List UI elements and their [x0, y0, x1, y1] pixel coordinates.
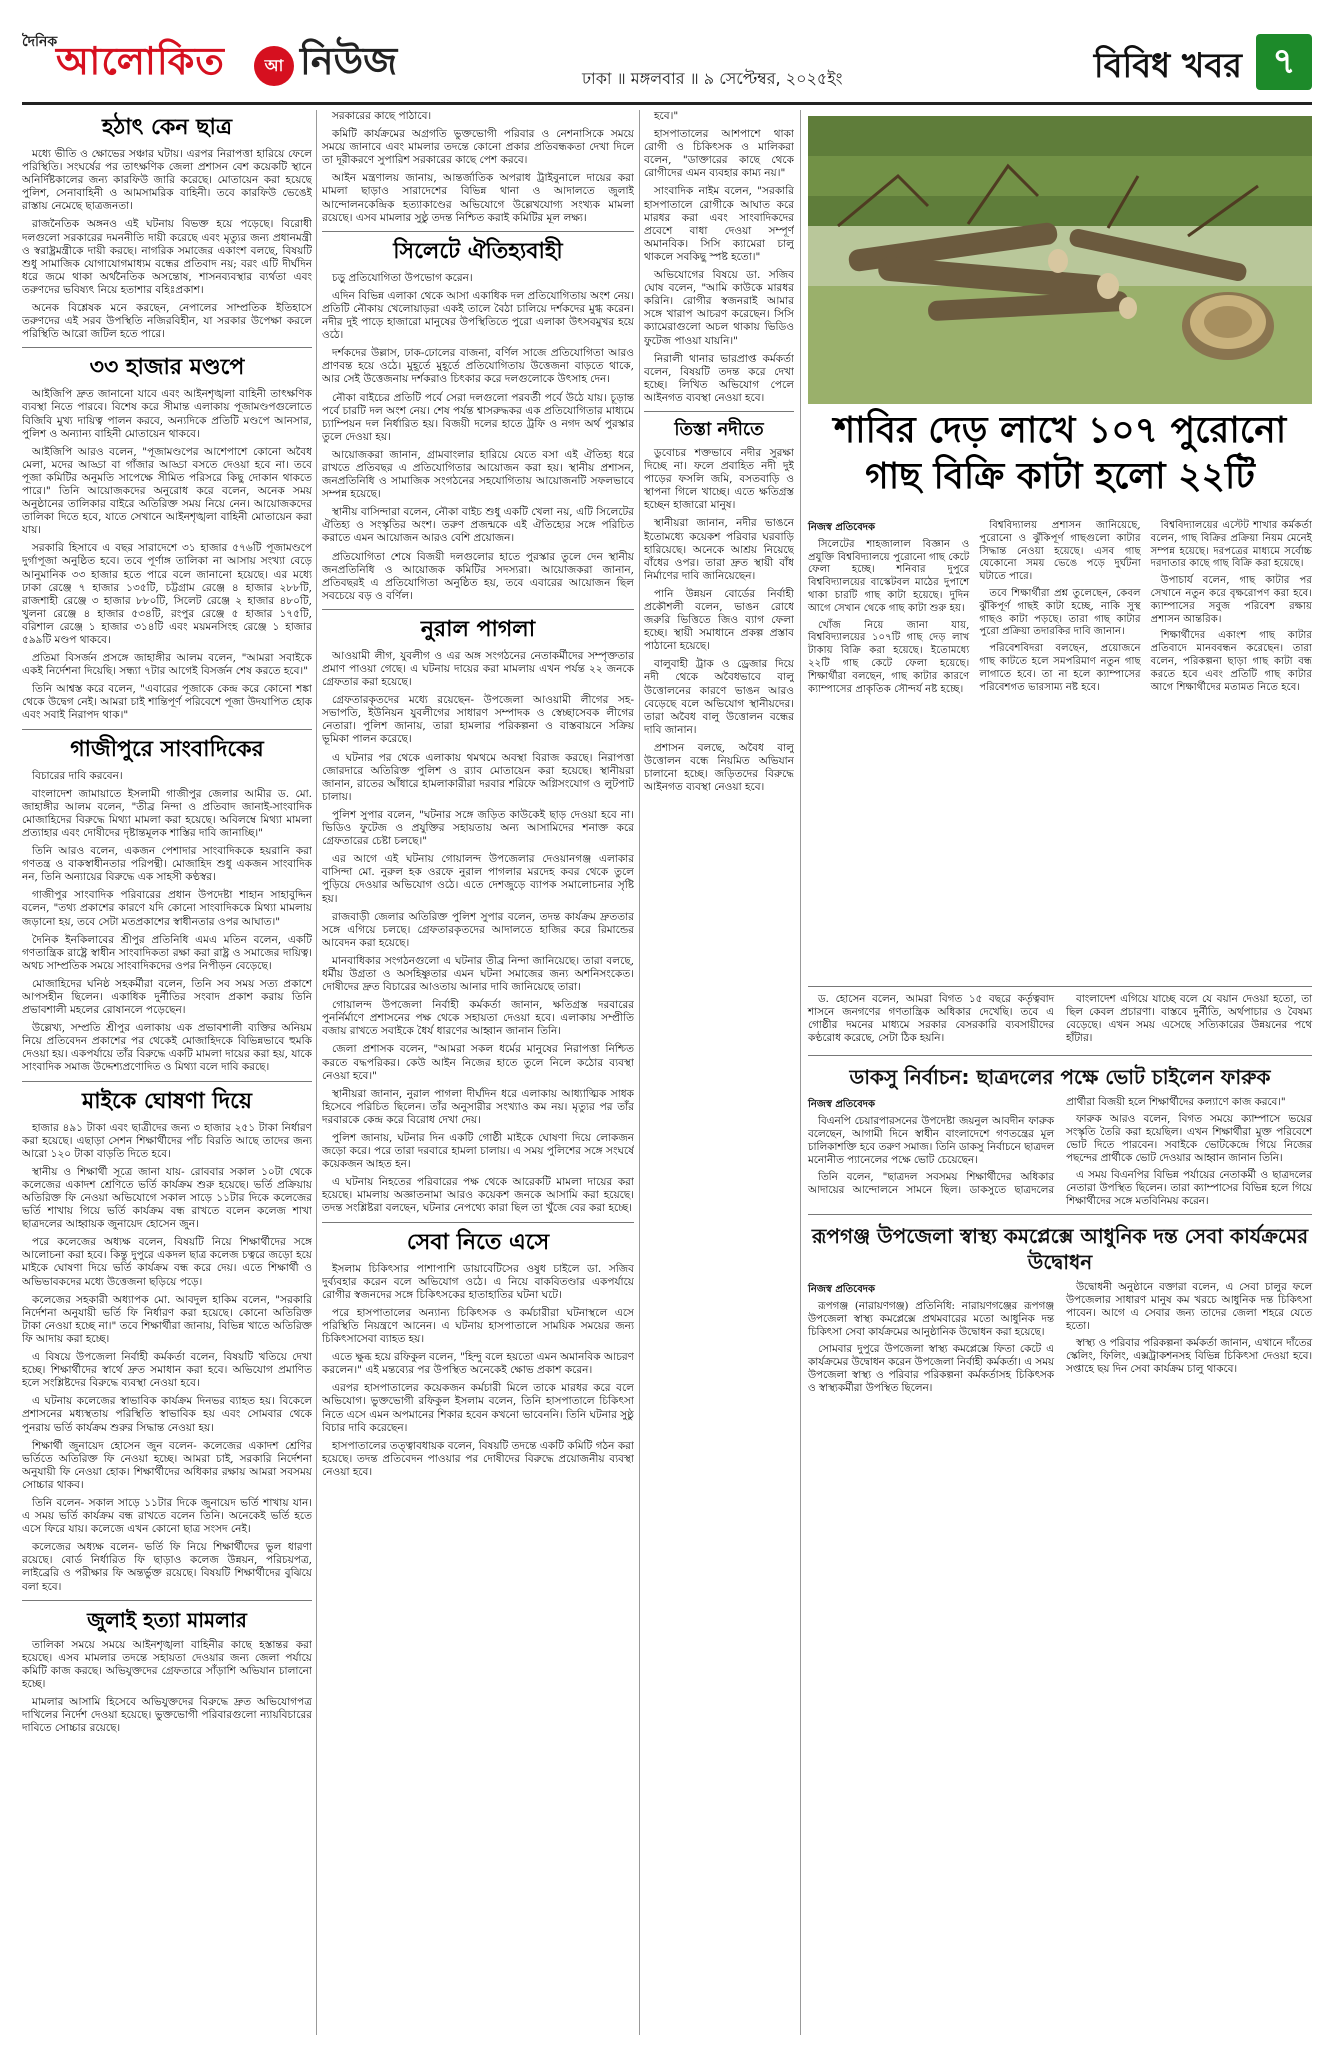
- dakusu-article: [808, 1096, 1312, 1208]
- paragraph: গ্রেফতারকৃতদের মধ্যে রয়েছেন- উপজেলা আওয়ামী লীগের সহ-সভাপতি, ইউনিয়ন যুবলীগের সাধারণ সম্পাদক ও স্বেচ্ছাসেবক লীগের নেতারা। পুলিশ জানায়, তারা হামলার পরিকল্পনা ও বাস্তবায়নে সক্রিয় ভূমিকা পালন করেছে।: [322, 694, 634, 746]
- paragraph: স্থানীয় বাসিন্দারা বলেন, নৌকা বাইচ শুধু একটি খেলা নয়, এটি সিলেটের ঐতিহ্য ও সংস্কৃতির অংশ। তরুণ প্রজন্মকে এই ঐতিহ্যের সঙ্গে পরিচিত করাতে এমন আয়োজন আরও বেশি প্রয়োজন।: [322, 506, 634, 545]
- paragraph: এ ঘটনায় কলেজের স্বাভাবিক কার্যক্রম দিনভর ব্যাহত হয়। বিকেলে প্রশাসনের মধ্যস্থতায় পরিস্থিতি স্বাভাবিক হয় এবং সোমবার থেকে পুনরায় ভর্তি কার্যক্রম শুরুর সিদ্ধান্ত নেওয়া হয়।: [22, 1395, 312, 1434]
- brand-name-news: নিউজ: [300, 39, 398, 83]
- rupganj-article: [808, 1281, 1312, 1395]
- paragraph: আইজিপি আরও বলেন, "পূজামণ্ডপের আশেপাশে কোনো অবৈধ মেলা, মদের আড্ডা বা গাঁজার আড্ডা বসতে দেওয়া হবে না। তবে পূজা কমিটির অনুমতি সাপেক্ষে সীমিত পরিসরে কিছু দোকান থাকতে পারে।" তিনি আয়োজকদের অনুরোধ করে বলেন, অনেক সময় অনুষ্ঠানের তালিকার বাইরে অতিরিক্ত সময় নিয়ে নেন। আয়োজকদের তালিকা দিতে হবে, যাতে সেখানে আইনশৃঙ্খলা বাহিনী মোতায়েন করা যায়।: [22, 445, 312, 537]
- paragraph: স্থানীয় ও শিক্ষার্থী সূত্রে জানা যায়- রোববার সকাল ১০টা থেকে কলেজের একাদশ শ্রেণিতে ভর্তি কার্যক্রম শুরু হয়েছে। ভর্তি প্রক্রিয়ায় অতিরিক্ত ফি নেওয়া অভিযোগে সকাল সাড়ে ১১টার দিকে কলেজের ভর্তি শাখায় গিয়ে ভর্তি কার্যক্রম বন্ধ রাখতে বলেন কলেজ শাখা ছাত্রদলের আহ্বায়ক জুনায়েদ হোসেন জুন।: [22, 1165, 312, 1231]
- paragraph: এ ঘটনায় নিহতের পরিবারের পক্ষ থেকে আরেকটি মামলা দায়ের করা হয়েছে। মামলায় অজ্ঞাতনামা আরও কয়েকশ জনকে আসামি করা হয়েছে। তদন্ত সংশ্লিষ্টরা বলছেন, ঘটনার নেপথ্যে কারা ছিল তা খুঁজে বের করা হচ্ছে।: [322, 1176, 634, 1215]
- paragraph: হাসপাতালের আশপাশে থাকা রোগী ও চিকিৎসক ও মালিকরা বলেন, "ডাক্তারের কাছে থেকে রোগীদের এমন ব্যবহার কাম্য নয়।": [644, 128, 794, 180]
- paragraph: পানি উন্নয়ন বোর্ডের নির্বাহী প্রকৌশলী বলেন, ভাঙন রোধে জরুরি ভিত্তিতে জিও ব্যাগ ফেলা হচ্ছে। স্থায়ী সমাধানে প্রকল্প প্রস্তাব পাঠানো হয়েছে।: [644, 587, 794, 653]
- paragraph: হবে।": [654, 110, 679, 122]
- paragraph: তিনি আশ্বস্ত করে বলেন, "এবারের পূজাকে কেন্দ্র করে কোনো শঙ্কা থেকে উদ্বেগ নেই। আমরা চাই শান্তিপূর্ণ পরিবেশে পূজা উদযাপিত হোক এবং সবাই নিরাপদ থাক।": [22, 683, 312, 722]
- paragraph: নিরালী থানার ভারপ্রাপ্ত কর্মকর্তা বলেন, বিষয়টি তদন্ত করে দেখা হচ্ছে। লিখিত অভিযোগ পেলে আইনগত ব্যবস্থা নেওয়া হবে।: [644, 352, 794, 404]
- paragraph: বিচারের দাবি করবেন।: [32, 769, 123, 782]
- divider: [22, 347, 312, 348]
- paragraph: কলেজের সহকারী অধ্যাপক মো. আবদুল হাকিম বলেন, "সরকারি নির্দেশনা অনুযায়ী ভর্তি ফি নির্ধারণ করা হয়েছে। কোনো অতিরিক্ত টাকা নেওয়া হচ্ছে না।" তবে শিক্ষার্থীরা জানায়, বিভিন্ন খাতে অতিরিক্ত ফি আদায় করা হচ্ছে।: [22, 1293, 312, 1345]
- paragraph: পুলিশ সুপার বলেন, "ঘটনার সঙ্গে জড়িত কাউকেই ছাড় দেওয়া হবে না। ভিডিও ফুটেজ ও প্রযুক্তির সহায়তায় অন্য আসামিদের শনাক্ত করে গ্রেফতারের চেষ্টা চলছে।": [322, 808, 634, 848]
- paragraph: এ সময় বিএনপির বিভিন্ন পর্যায়ের নেতাকর্মী ও ছাত্রদলের নেতারা উপস্থিত ছিলেন। তারা ক্যাম্পাসের বিভিন্ন হলে গিয়ে শিক্ষার্থীদের সঙ্গে মতবিনিময় করেন।: [1066, 1169, 1312, 1207]
- paragraph: রূপগঞ্জ (নারায়ণগঞ্জ) প্রতিনিধি: নারায়ণগঞ্জের রূপগঞ্জ উপজেলা স্বাস্থ্য কমপ্লেক্সে প্রথমবারের মতো আধুনিক দন্ত চিকিৎসা সেবা কার্যক্রমের আনুষ্ঠানিক উদ্বোধন করা হয়েছে।: [808, 1300, 1054, 1338]
- headline: গাজীপুরে সাংবাদিকের: [70, 736, 264, 762]
- paragraph: আইন মন্ত্রণালয় জানায়, আন্তর্জাতিক অপরাধ ট্রাইবুনালে দায়ের করা মামলা ছাড়াও সারাদেশের বিভিন্ন থানা ও আদালতে জুলাই আন্দোলনকেন্দ্রিক হত্যাকাণ্ডের অভিযোগে উল্লেখযোগ্য সংখ্যক মামলা রয়েছে। এসব মামলার সুষ্ঠু তদন্ত নিশ্চিত করাই কমিটির মূল লক্ষ্য।: [322, 172, 634, 224]
- paragraph: তিনি বলেন- সকাল সাড়ে ১১টার দিকে জুনায়েদ ভর্তি শাখায় যান। এ সময় ভর্তি কার্যক্রম বন্ধ রাখতে বলেন তিনি। অনেকেই ভর্তি হতে এসে ফিরে যায়। কলেজে এখন কোনো ছাত্র সংসদ নেই।: [22, 1496, 312, 1536]
- paragraph: কলেজের অধ্যক্ষ বলেন- ভর্তি ফি নিয়ে শিক্ষার্থীদের ভুল ধারণা রয়েছে। বোর্ড নির্ধারিত ফি ছাড়াও কলেজ উন্নয়ন, পরিচয়পত্র, লাইব্রেরি ও পরীক্ষার ফি অন্তর্ভুক্ত রয়েছে। বিষয়টি শিক্ষার্থীদের বুঝিয়ে বলা হবে।: [22, 1541, 312, 1593]
- lead-article-body: [808, 520, 1312, 980]
- paragraph: উদ্বোধনী অনুষ্ঠানে বক্তারা বলেন, এ সেবা চালুর ফলে উপজেলার সাধারণ মানুষ কম খরচে আধুনিক দন্ত চিকিৎসা পাবেন। আগে এ সেবার জন্য তাদের জেলা শহরে যেতে হতো।: [1066, 1281, 1312, 1332]
- headline: মাইকে ঘোষণা দিয়ে: [82, 1088, 252, 1114]
- paragraph: তবে শিক্ষার্থীরা প্রশ্ন তুলেছেন, কেবল ঝুঁকিপূর্ণ গাছই কাটা হচ্ছে, নাকি সুস্থ গাছও কাটা পড়ছে। তারা গাছ কাটার পুরো প্রক্রিয়া তদারকির দাবি জানান।: [979, 587, 1141, 638]
- continued-article: [808, 993, 1312, 1049]
- paragraph: মধ্যে ভীতি ও ক্ষোভের সঞ্চার ঘটায়। এরপর নিরাপত্তা হারিয়ে ফেলে পরিস্থিতি। সংঘর্ষের পর তাৎক্ষণিক জেলা প্রশাসন বেশ কয়েকটি স্থানে অনির্দিষ্টকালের জন্য কারফিউ জারি করেছে। মোতায়েন করা হয়েছে পুলিশ, সেনাবাহিনী ও আমসামরিক বাহিনী। তবে কারফিউ ভেঙেই রাস্তায় নেমেছে ছাত্রজনতা।: [22, 148, 312, 213]
- paragraph: খোঁজ নিয়ে জানা যায়, বিশ্ববিদ্যালয়ের ১০৭টি গাছ দেড় লাখ টাকায় বিক্রি করা হয়েছে। ইতোমধ্যে ২২টি গাছ কেটে ফেলা হয়েছে। শিক্ষার্থীরা বলছেন, গাছ কাটার কারণে ক্যাম্পাসের প্রাকৃতিক সৌন্দর্য নষ্ট হচ্ছে।: [808, 619, 970, 695]
- headline: নুরাল পাগলা: [420, 616, 536, 642]
- paragraph: মানবাধিকার সংগঠনগুলো এ ঘটনার তীব্র নিন্দা জানিয়েছে। তারা বলছে, ধর্মীয় উগ্রতা ও অসহিষ্ণুতার এমন ঘটনা সমাজের জন্য অশনিসংকেত। দোষীদের দ্রুত বিচারের আওতায় আনার দাবি জানিয়েছে তারা।: [322, 954, 634, 994]
- paragraph: আওয়ামী লীগ, যুবলীগ ও এর অঙ্গ সংগঠনের নেতাকর্মীদের সম্পৃক্ততার প্রমাণ পাওয়া গেছে। এ ঘটনায় দায়ের করা মামলায় এখন পর্যন্ত ২২ জনকে গ্রেফতার করা হয়েছে।: [322, 649, 634, 689]
- paragraph: মামলার আসামি হিসেবে অভিযুক্তদের বিরুদ্ধে দ্রুত অভিযোগপত্র দাখিলের নির্দেশ দেওয়া হয়েছে। ভুক্তভোগী পরিবারগুলো ন্যায়বিচারের দাবিতে সোচ্চার রয়েছে।: [22, 1696, 312, 1735]
- paragraph: এতে ক্ষুব্ধ হয়ে রফিকুল বলেন, "হিন্দু বলে হয়তো এমন অমানবিক আচরণ করলেন।" এই মন্তব্যের পর উপস্থিত অনেকেই ক্ষোভ প্রকাশ করেন।: [322, 1351, 634, 1377]
- paragraph: প্রতিমা বিসর্জন প্রসঙ্গে জাহাঙ্গীর আলম বলেন, "আমরা সবাইকে একই নির্দেশনা দিয়েছি। সন্ধ্যা ৭টার আগেই বিসর্জন শেষ করতে হবে।": [22, 652, 312, 678]
- divider: [808, 1214, 1312, 1215]
- column-divider: [800, 110, 801, 2035]
- column-divider: [316, 110, 317, 2035]
- paragraph: এ ঘটনার পর থেকে এলাকায় থমথমে অবস্থা বিরাজ করছে। নিরাপত্তা জোরদারে অতিরিক্ত পুলিশ ও র‌্যাব মোতায়েন করা হয়েছে। স্থানীয়রা জানান, রাতের আঁধারে হামলাকারীরা দরবার শরিফে অগ্নিসংযোগ ও লুটপাট চালায়।: [322, 751, 634, 803]
- column-divider: [639, 110, 640, 2035]
- byline: নিজস্ব প্রতিবেদক: [808, 1099, 876, 1110]
- paragraph: ফারুক আরও বলেন, বিগত সময়ে ক্যাম্পাসে ভয়ের সংস্কৃতি তৈরি করা হয়েছিল। এখন শিক্ষার্থীরা মুক্ত পরিবেশে ভোট দিতে পারবেন। সবাইকে ভোটকেন্দ্রে গিয়ে নিজের পছন্দের প্রার্থীকে ভোট দেওয়ার আহ্বান জানান তিনি।: [1066, 1113, 1312, 1164]
- brand-daily: দৈনিক: [22, 34, 58, 50]
- divider: [322, 1222, 634, 1223]
- divider: [22, 1600, 312, 1601]
- paragraph: ডুবোচর শক্তভাবে নদীর সুরক্ষা দিচ্ছে না। ফলে প্রবাহিত নদী দুই পাড়ের ফসলি জমি, বসতবাড়ি ও স্থাপনা গিলে খাচ্ছে। এতে ক্ষতিগ্রস্ত হচ্ছেন হাজারো মানুষ।: [644, 446, 794, 512]
- paragraph: প্রতিযোগিতা শেষে বিজয়ী দলগুলোর হাতে পুরস্কার তুলে দেন স্থানীয় জনপ্রতিনিধি ও আয়োজক কমিটির সদস্যরা। আয়োজকরা জানান, প্রতিবছরই এ প্রতিযোগিতা অনুষ্ঠিত হয়, তবে এবারের আয়োজন ছিল সবচেয়ে বড় ও বর্ণিল।: [322, 550, 634, 602]
- lead-photo-felled-trees: [808, 116, 1312, 404]
- paragraph: শিক্ষার্থী জুনায়েদ হোসেন জুন বলেন- কলেজের একাদশ শ্রেণির ভর্তিতে অতিরিক্ত ফি নেওয়া হচ্ছে। আমরা চাই, সরকারি নির্দেশনা অনুযায়ী ফি নেওয়া হোক। শিক্ষার্থীদের অধিকার রক্ষায় আমরা সবসময় সোচ্চার থাকব।: [22, 1439, 312, 1491]
- paragraph: দর্শকদের উল্লাস, ঢাক-ঢোলের বাজনা, বর্ণিল সাজে প্রতিযোগিতা আরও প্রাণবন্ত হয়ে ওঠে। মুহূর্তে মুহূর্তে প্রতিযোগিতায় উত্তেজনা বাড়তে থাকে, আর সেই উত্তেজনায় দর্শকরাও চিৎকার করে দলগুলোকে উৎসাহ দেন।: [322, 347, 634, 386]
- paragraph: বিএনপি চেয়ারপারসনের উপদেষ্টা জয়নুল আবদীন ফারুক বলেছেন, আগামী দিনে স্বাধীন বাংলাদেশে গণতন্ত্রের মূল চালিকাশক্তি হবে তরুণ সমাজ। তিনি ডাকসু নির্বাচনে ছাত্রদল মনোনীত প্যানেলের পক্ষে ভোট চেয়েছেন।: [808, 1115, 1054, 1166]
- paragraph: আয়োজকরা জানান, গ্রামবাংলার হারিয়ে যেতে বসা এই ঐতিহ্য ধরে রাখতে প্রতিবছর এ প্রতিযোগিতার আয়োজন করা হয়। স্থানীয় প্রশাসন, জনপ্রতিনিধি ও সামাজিক সংগঠনের সহযোগিতায় আয়োজনটি সফলভাবে সম্পন্ন হয়েছে।: [322, 448, 634, 501]
- paragraph: কমিটি কার্যক্রমের অগ্রগতি ভুক্তভোগী পরিবার ও নেশনাসিকে সময়ে সময়ে জানাবে এবং মামলার তদন্তে কোনো প্রকার প্রতিবন্ধকতা দেখা দিলে তা দূরীকরণে সুপারিশ সরকারের কাছে পেশ করবে।: [322, 128, 634, 167]
- paragraph: ইসলাম চিকিৎসার পাশাপাশি ডায়াবেটিসের ওষুধ চাইলে ডা. সজিব দুর্ব্যবহার করেন বলে অভিযোগ ওঠে। এ নিয়ে বাকবিতণ্ডার একপর্যায়ে রোগীর স্বজনদের সঙ্গে চিকিৎসকের হাতাহাতির ঘটনা ঘটে।: [322, 1262, 634, 1301]
- divider: [22, 1081, 312, 1082]
- paragraph: সরকারের কাছে পাঠাবে।: [332, 110, 432, 122]
- paragraph: প্রশাসন বলছে, অবৈধ বালু উত্তোলন বন্ধে নিয়মিত অভিযান চালানো হচ্ছে। জড়িতদের বিরুদ্ধে আইনগত ব্যবস্থা নেওয়া হবে।: [644, 741, 794, 794]
- paragraph: বাংলাদেশ জামায়াতে ইসলামী গাজীপুর জেলার আমীর ড. মো. জাহাঙ্গীর আলম বলেন, "তীব্র নিন্দা ও প্রতিবাদ জানাই-সাংবাদিক মোজাহিদের বিরুদ্ধে মিথ্যা মামলা করা হয়েছে। অবিলম্বে মিথ্যা মামলা প্রত্যাহার এবং দোষীদের দৃষ্টান্তমূলক শাস্তির দাবি জানাচ্ছি।": [22, 787, 312, 839]
- headline: জুলাই হত্যা মামলার: [87, 1607, 247, 1632]
- paragraph: মোজাহিদের ঘনিষ্ঠ সহকর্মীরা বলেন, তিনি সব সময় সত্য প্রকাশে আপসহীন ছিলেন। একাধিক দুর্নীতির সংবাদ প্রকাশ করায় তিনি প্রভাবশালী মহলের রোষানলে পড়েছেন।: [22, 977, 312, 1017]
- paragraph: গোয়ালন্দ উপজেলা নির্বাহী কর্মকর্তা জানান, ক্ষতিগ্রস্ত দরবারের পুনর্নির্মাণে প্রশাসনের পক্ষ থেকে সহায়তা দেওয়া হবে। এলাকায় সম্প্রীতি বজায় রাখতে সবাইকে ধৈর্য ধারণের আহ্বান জানান তিনি।: [322, 999, 634, 1038]
- headline: হঠাৎ কেন ছাত্র: [101, 115, 233, 140]
- paragraph: পুলিশ জানায়, ঘটনার দিন একটি গোষ্ঠী মাইকে ঘোষণা দিয়ে লোকজন জড়ো করে। পরে তারা দরবারে হামলা চালায়। এ সময় পুলিশের সঙ্গে সংঘর্ষে কয়েকজন আহত হন।: [322, 1132, 634, 1171]
- paragraph: পরিবেশবিদরা বলছেন, প্রয়োজনে গাছ কাটতে হলে সমপরিমাণ নতুন গাছ লাগাতে হবে। তা না হলে ক্যাম্পাসের পরিবেশগত ভারসাম্য নষ্ট হবে।: [979, 643, 1141, 693]
- paragraph: স্থানীয়রা জানান, নদীর ভাঙনে ইতোমধ্যে কয়েকশ পরিবার ঘরবাড়ি হারিয়েছে। অনেকে আশ্রয় নিয়েছে বাঁধের ওপর। তারা দ্রুত স্থায়ী বাঁধ নির্মাণের দাবি জানিয়েছেন।: [644, 517, 794, 582]
- divider: [808, 1055, 1312, 1056]
- paragraph: ড. হোসেন বলেন, আমরা বিগত ১৫ বছরে কর্তৃত্ববাদ শাসনে জনগণের গণতান্ত্রিক অধিকার দেখেছি। তবে এ গোষ্ঠীর দমনের মাধ্যমে সরকার বেসরকারি ব্যবসায়ীদের কণ্ঠরোধ করেছে, সেটা ঠিক হয়নি।: [808, 993, 1054, 1044]
- paragraph: আইজিপি দ্রুত জানানো যাবে এবং আইনশৃঙ্খলা বাহিনী তাৎক্ষণিক ব্যবস্থা নিতে পারবে। বিশেষ করে সীমান্ত এলাকায় পূজামণ্ডপগুলোতে বিজিবি মুখ্য দায়িত্ব পালন করবে, অন্যদিকে প্রতিটি মণ্ডপে আনসার, পুলিশ ও অন্যান্য বাহিনী মোতায়েন থাকবে।: [22, 388, 312, 440]
- paragraph: পরে কলেজের অধ্যক্ষ বলেন, বিষয়টি নিয়ে শিক্ষার্থীদের সঙ্গে আলোচনা করা হবে। কিন্তু দুপুরে একদল ছাত্র কলেজ চত্বরে জড়ো হয়ে মাইকে ঘোষণা দিয়ে ভর্তি কার্যক্রম বন্ধ করে দেয়। এতে শিক্ষার্থী ও অভিভাবকদের মধ্যে উত্তেজনা ছড়িয়ে পড়ে।: [22, 1236, 312, 1288]
- paragraph: অভিযোগের বিষয়ে ডা. সজিব ঘোষ বলেন, "আমি কাউকে মারধর করিনি। রোগীর স্বজনরাই আমার সঙ্গে খারাপ আচরণ করেছেন। সিসি ক্যামেরাগুলো অচল থাকায় ভিডিও ফুটেজ পাওয়া যায়নি।": [644, 269, 794, 347]
- paragraph: বালুবাহী ট্রাক ও ড্রেজার দিয়ে নদী থেকে অবৈধভাবে বালু উত্তোলনের কারণে ভাঙন আরও বেড়েছে বলে অভিযোগ স্থানীয়দের। তারা অবৈধ বালু উত্তোলন বন্ধের দাবি জানান।: [644, 658, 794, 736]
- paragraph: হাসপাতালের তত্ত্বাবধায়ক বলেন, বিষয়টি তদন্তে একটি কমিটি গঠন করা হয়েছে। তদন্ত প্রতিবেদন পাওয়ার পর দোষীদের বিরুদ্ধে প্রয়োজনীয় ব্যবস্থা নেওয়া হবে।: [322, 1439, 634, 1478]
- paragraph: বাংলাদেশ এগিয়ে যাচ্ছে বলে যে বয়ান দেওয়া হতো, তা ছিল কেবল প্রচারণা। বাস্তবে দুর্নীতি, অর্থপাচার ও বৈষম্য বেড়েছে। এখন সময় এসেছে সত্যিকারের উন্নয়নের পথে হাঁটার।: [1066, 993, 1312, 1044]
- paragraph: নৌকা বাইচের প্রতিটি পর্বে সেরা দলগুলো পরবর্তী পর্বে উঠে যায়। চূড়ান্ত পর্বে চারটি দল অংশ নেয়। শেষ পর্যন্ত শ্বাসরুদ্ধকর এক প্রতিযোগিতার মাধ্যমে চ্যাম্পিয়ন দল নির্ধারিত হয়। বিজয়ী দলের হাতে ট্রফি ও নগদ অর্থ পুরস্কার তুলে দেওয়া হয়।: [322, 391, 634, 443]
- headline: সেবা নিতে এসে: [406, 1229, 550, 1255]
- paragraph: এ বিষয়ে উপজেলা নির্বাহী কর্মকর্তা বলেন, বিষয়টি খতিয়ে দেখা হচ্ছে। শিক্ষার্থীদের স্বার্থে দ্রুত সমাধান করা হবে। অভিযোগ প্রমাণিত হলে সংশ্লিষ্টদের বিরুদ্ধে ব্যবস্থা নেওয়া হবে।: [22, 1351, 312, 1390]
- headline-dakusu: ডাকসু নির্বাচন: ছাত্রদলের পক্ষে ভোট চাইলেন ফারুক: [849, 1065, 1271, 1089]
- column-1: [22, 110, 312, 2035]
- byline: নিজস্ব প্রতিবেদক: [808, 522, 876, 533]
- paragraph: শিক্ষার্থীদের একাংশ গাছ কাটার প্রতিবাদে মানববন্ধন করেছেন। তারা বলেন, পরিকল্পনা ছাড়া গাছ কাটা বন্ধ করতে হবে এবং প্রতিটি গাছ কাটার আগে শিক্ষার্থীদের মতামত নিতে হবে।: [1150, 630, 1312, 693]
- paragraph: চড়ু প্রতিযোগিতা উপভোগ করেন।: [332, 271, 473, 284]
- paragraph: স্থানীয়রা জানান, নুরাল পাগলা দীর্ঘদিন ধরে এলাকায় আধ্যাত্মিক সাধক হিসেবে পরিচিত ছিলেন। তাঁর অনুসারীর সংখ্যাও কম নয়। মৃত্যুর পর তাঁর দরবারকে কেন্দ্র করে বিরোধ দেখা দেয়।: [322, 1087, 634, 1126]
- column-3: [644, 110, 794, 2035]
- headline: ৩৩ হাজার মণ্ডপে: [89, 355, 245, 381]
- masthead: [22, 28, 1312, 105]
- paragraph: সিলেটের শাহজালাল বিজ্ঞান ও প্রযুক্তি বিশ্ববিদ্যালয়ে পুরোনো গাছ কেটে ফেলা হচ্ছে। শনিবার দুপুরে বিশ্ববিদ্যালয়ের বাস্কেটবল মাঠের দুপাশে থাকা চারটি গাছ কাটা হয়েছে। দুদিন আগে সেখান থেকে গাছ কাটা শুরু হয়।: [808, 538, 970, 614]
- paragraph: এর আগে এই ঘটনায় গোয়ালন্দ উপজেলার দেওয়ানগঞ্জ এলাকার বাসিন্দা মো. নুরুল হক ওরফে নুরাল পাগলার মরদেহ কবর থেকে তুলে পুড়িয়ে দেওয়ার অভিযোগ ওঠে। এতে দেশজুড়ে ব্যাপক সমালোচনার সৃষ্টি হয়।: [322, 853, 634, 905]
- paragraph: বিশ্ববিদ্যালয়ের এস্টেট শাখার কর্মকর্তা বলেন, গাছ বিক্রির প্রক্রিয়া নিয়ম মেনেই সম্পন্ন হয়েছে। দরপত্রের মাধ্যমে সর্বোচ্চ দরদাতার কাছে গাছ বিক্রি করা হয়েছে।: [1150, 520, 1312, 570]
- right-lower-section: [808, 980, 1312, 1395]
- paragraph: রাজনৈতিক অঙ্গনও এই ঘটনায় বিভক্ত হয়ে পড়েছে। বিরোধী দলগুলো সরকারের দমননীতি দায়ী করেছে এবং মৃত্যুর জন্য প্রধানমন্ত্রী ও স্বরাষ্ট্রমন্ত্রীকে দায়ী করছে। নাগরিক সমাজের একাংশ বলছে, বিষয়টি শুধু সামাজিক যোগাযোগমাধ্যম বন্ধের প্রতিবাদ নয়; বরং এটি দীর্ঘদিন ধরে জমে থাকা অর্থনৈতিক অসন্তোষ, শাসনব্যবস্থার ব্যর্থতা এবং তরুণদের ভবিষ্যৎ নিয়ে হতাশার বহিঃপ্রকাশ।: [22, 218, 312, 296]
- paragraph: স্বাস্থ্য ও পরিবার পরিকল্পনা কর্মকর্তা জানান, এখানে দাঁতের স্কেলিং, ফিলিং, এক্সট্রাকশনসহ বিভিন্ন চিকিৎসা দেওয়া হবে। সপ্তাহে ছয় দিন সেবা কার্যক্রম চালু থাকবে।: [1066, 1337, 1312, 1375]
- paragraph: সোমবার দুপুরে উপজেলা স্বাস্থ্য কমপ্লেক্সে ফিতা কেটে এ কার্যক্রমের উদ্বোধন করেন উপজেলা নির্বাহী কর্মকর্তা। এ সময় উপজেলা স্বাস্থ্য ও পরিবার পরিকল্পনা কর্মকর্তাসহ চিকিৎসক ও স্বাস্থ্যকর্মীরা উপস্থিত ছিলেন।: [808, 1343, 1054, 1394]
- paragraph: সরকারি হিসাবে এ বছর সারাদেশে ৩১ হাজার ৫৭৬টি পূজামণ্ডপে দুর্গাপূজা অনুষ্ঠিত হবে। তবে পূর্ণাঙ্গ তালিকা না আসায় সংখ্যা বেড়ে আনুমানিক ৩৩ হাজার হতে পারে বলে জানানো হয়েছে। এর মধ্যে ঢাকা রেঞ্জে ৭ হাজার ১৩৫টি, চট্টগ্রাম রেঞ্জে ৪ হাজার ২৮৮টি, রাজশাহী রেঞ্জে ৩ হাজার ৮৮০টি, সিলেট রেঞ্জে ২ হাজার ৪৮০টি, খুলনা রেঞ্জে ৪ হাজার ৫৩৪টি, রংপুর রেঞ্জে ৫ হাজার ১৭৫টি, বরিশাল রেঞ্জে ১ হাজার ৩১৪টি এবং ময়মনসিংহ রেঞ্জে ১ হাজার ৫৯৯টি মণ্ডপ থাকবে।: [22, 542, 312, 646]
- divider: [322, 609, 634, 610]
- paragraph: রাজবাড়ী জেলার অতিরিক্ত পুলিশ সুপার বলেন, তদন্ত কার্যক্রম দ্রুততার সঙ্গে এগিয়ে চলছে। গ্রেফতারকৃতদের আদালতে হাজির করে রিমান্ডের আবেদন করা হয়েছে।: [322, 910, 634, 949]
- section-title: বিবিধ খবর: [1093, 46, 1242, 86]
- paragraph: তালিকা সময়ে সময়ে আইনশৃঙ্খলা বাহিনীর কাছে হস্তান্তর করা হয়েছে। এসব মামলার তদন্তে সহায়তা দেওয়ার জন্য জেলা পর্যায়ে কমিটি কাজ করছে। অভিযুক্তদের গ্রেফতারে সাঁড়াশি অভিযান চালানো হচ্ছে।: [22, 1638, 312, 1690]
- headline: সিলেটে ঐতিহ্যবাহী: [393, 238, 563, 264]
- brand-logo-icon: আ: [254, 46, 294, 86]
- divider: [322, 231, 634, 232]
- dateline: ঢাকা ॥ মঙ্গলবার ॥ ৯ সেপ্টেম্বর, ২০২৫ইং: [582, 69, 843, 88]
- felled-trees-image: [808, 116, 1312, 404]
- paragraph: হাজার ৪৯১ টাকা এবং ছাত্রীদের জন্য ৩ হাজার ২৫১ টাকা নির্ধারণ করা হয়েছে। এছাড়া সেশন শিক্ষার্থীদের পাঁচ বিরতি আছে তাদের জন্য আরো ১২০ টাকা বাড়তি দিতে হবে।: [22, 1121, 312, 1160]
- paragraph: উল্লেখ্য, সম্প্রতি শ্রীপুর এলাকায় এক প্রভাবশালী ব্যক্তির অনিয়ম নিয়ে প্রতিবেদন প্রকাশের পর থেকেই মোজাহিদকে বিভিন্নভাবে হুমকি দেওয়া হয়। একপর্যায়ে তাঁর বিরুদ্ধে একটি মামলা দায়ের করা হয়, যাকে সাংবাদিক সমাজ উদ্দেশ্যপ্রণোদিত ও মিথ্যা বলে দাবি করছে।: [22, 1022, 312, 1074]
- paragraph: জেলা প্রশাসক বলেন, "আমরা সকল ধর্মের মানুষের নিরাপত্তা নিশ্চিত করতে বদ্ধপরিকর। কেউ আইন নিজের হাতে তুলে নিলে কঠোর ব্যবস্থা নেওয়া হবে।": [322, 1043, 634, 1082]
- paragraph: গাজীপুর সাংবাদিক পরিবারের প্রধান উপদেষ্টা শাহান সাহাবুদ্দিন বলেন, "তথ্য প্রকাশের কারণে যদি কোনো সাংবাদিককে মিথ্যা মামলায় জড়ানো হয়, তবে সেটা মতপ্রকাশের স্বাধীনতার ওপর আঘাত।": [22, 889, 312, 928]
- paragraph: এদিন বিভিন্ন এলাকা থেকে আসা একাধিক দল প্রতিযোগিতায় অংশ নেয়। প্রতিটি নৌকায় খেলোয়াড়রা একই তালে বৈঠা চালিয়ে দর্শকদের মুগ্ধ করেন। নদীর দুই পাড়ে হাজারো মানুষের উপস্থিতিতে পুরো এলাকা উৎসবমুখর হয়ে ওঠে।: [322, 289, 634, 342]
- column-2: [322, 110, 634, 2035]
- paragraph: সাংবাদিক নাইম বলেন, "সরকারি হাসপাতালে রোগীকে আঘাত করে মারধর করা এবং সাংবাদিকদের প্রবেশে বাধা দেওয়া সম্পূর্ণ অমানবিক। সিসি ক্যামেরা চালু থাকলে সবকিছু স্পষ্ট হতো।": [644, 185, 794, 263]
- divider: [808, 986, 1312, 987]
- page-number-badge: ৭: [1256, 34, 1312, 90]
- paragraph: এরপর হাসপাতালের কয়েকজন কর্মচারী মিলে তাকে মারধর করে বলে অভিযোগ। ভুক্তভোগী রফিকুল ইসলাম বলেন, তিনি হাসপাতালে চিকিৎসা নিতে এসে এমন অপমানের শিকার হবেন কখনো ভাবেননি। তিনি ঘটনার সুষ্ঠু বিচার দাবি করেছেন।: [322, 1382, 634, 1434]
- byline: নিজস্ব প্রতিবেদক: [808, 1284, 876, 1295]
- paragraph: উপাচার্য বলেন, গাছ কাটার পর সেখানে নতুন করে বৃক্ষরোপণ করা হবে। ক্যাম্পাসের সবুজ পরিবেশ রক্ষায় প্রশাসন আন্তরিক।: [1150, 575, 1312, 625]
- divider: [22, 729, 312, 730]
- paragraph: পরে হাসপাতালের অন্যান্য চিকিৎসক ও কর্মচারীরা ঘটনাস্থলে এসে পরিস্থিতি নিয়ন্ত্রণে আনেন। এ ঘটনায় হাসপাতালে সাময়িক সময়ের জন্য চিকিৎসাসেবা ব্যাহত হয়।: [322, 1306, 634, 1346]
- headline-rupganj: রূপগঞ্জ উপজেলা স্বাস্থ্য কমপ্লেক্সে আধুনিক দন্ত সেবা কার্যক্রমের উদ্বোধন: [811, 1224, 1309, 1274]
- paragraph: দৈনিক ইনকিলাবের শ্রীপুর প্রতিনিধি এমএ মতিন বলেন, একটি গণতান্ত্রিক রাষ্ট্রে স্বাধীন সাংবাদিকতা রক্ষা করা রাষ্ট্র ও সমাজের দায়িত্ব। অথচ সাম্প্রতিক সময়ে সাংবাদিকদের ওপর নিপীড়ন বেড়েছে।: [22, 933, 312, 972]
- paragraph: বিশ্ববিদ্যালয় প্রশাসন জানিয়েছে, পুরোনো ও ঝুঁকিপূর্ণ গাছগুলো কাটার সিদ্ধান্ত নেওয়া হয়েছে। এসব গাছ যেকোনো সময় ভেঙে পড়ে দুর্ঘটনা ঘটাতে পারে।: [979, 520, 1141, 583]
- lead-headline: শাবির দেড় লাখে ১০৭ পুরোনো গাছ বিক্রি কাটা হলো ২২টি: [833, 410, 1287, 497]
- divider: [644, 411, 794, 412]
- paragraph: অনেক বিশ্লেষক মনে করছেন, নেপালের সাম্প্রতিক ইতিহাসে তরুণদের এই সরব উপস্থিতি নজিরবিহীন, যা সরকার উপেক্ষা করলে পরিস্থিতি আরো জটিল হতে পারে।: [22, 302, 312, 341]
- paragraph: তিনি বলেন, "ছাত্রদল সবসময় শিক্ষার্থীদের অধিকার আদায়ের আন্দোলনে সামনে ছিল। ডাকসুতে ছাত্রদলের প্রার্থীরা বিজয়ী হলে শিক্ষার্থীদের কল্যাণে কাজ করবে।": [808, 1096, 1286, 1196]
- headline: তিস্তা নদীতে: [674, 418, 764, 440]
- paragraph: তিনি আরও বলেন, একজন পেশাদার সাংবাদিককে হয়রানি করা গণতন্ত্র ও বাকস্বাধীনতার পরিপন্থী। মোজাহিদ শুধু একজন সাংবাদিক নন, তিনি অন্যায়ের বিরুদ্ধে এক সাহসী কণ্ঠস্বর।: [22, 845, 312, 884]
- brand-name-main: আলোকিত: [56, 39, 225, 83]
